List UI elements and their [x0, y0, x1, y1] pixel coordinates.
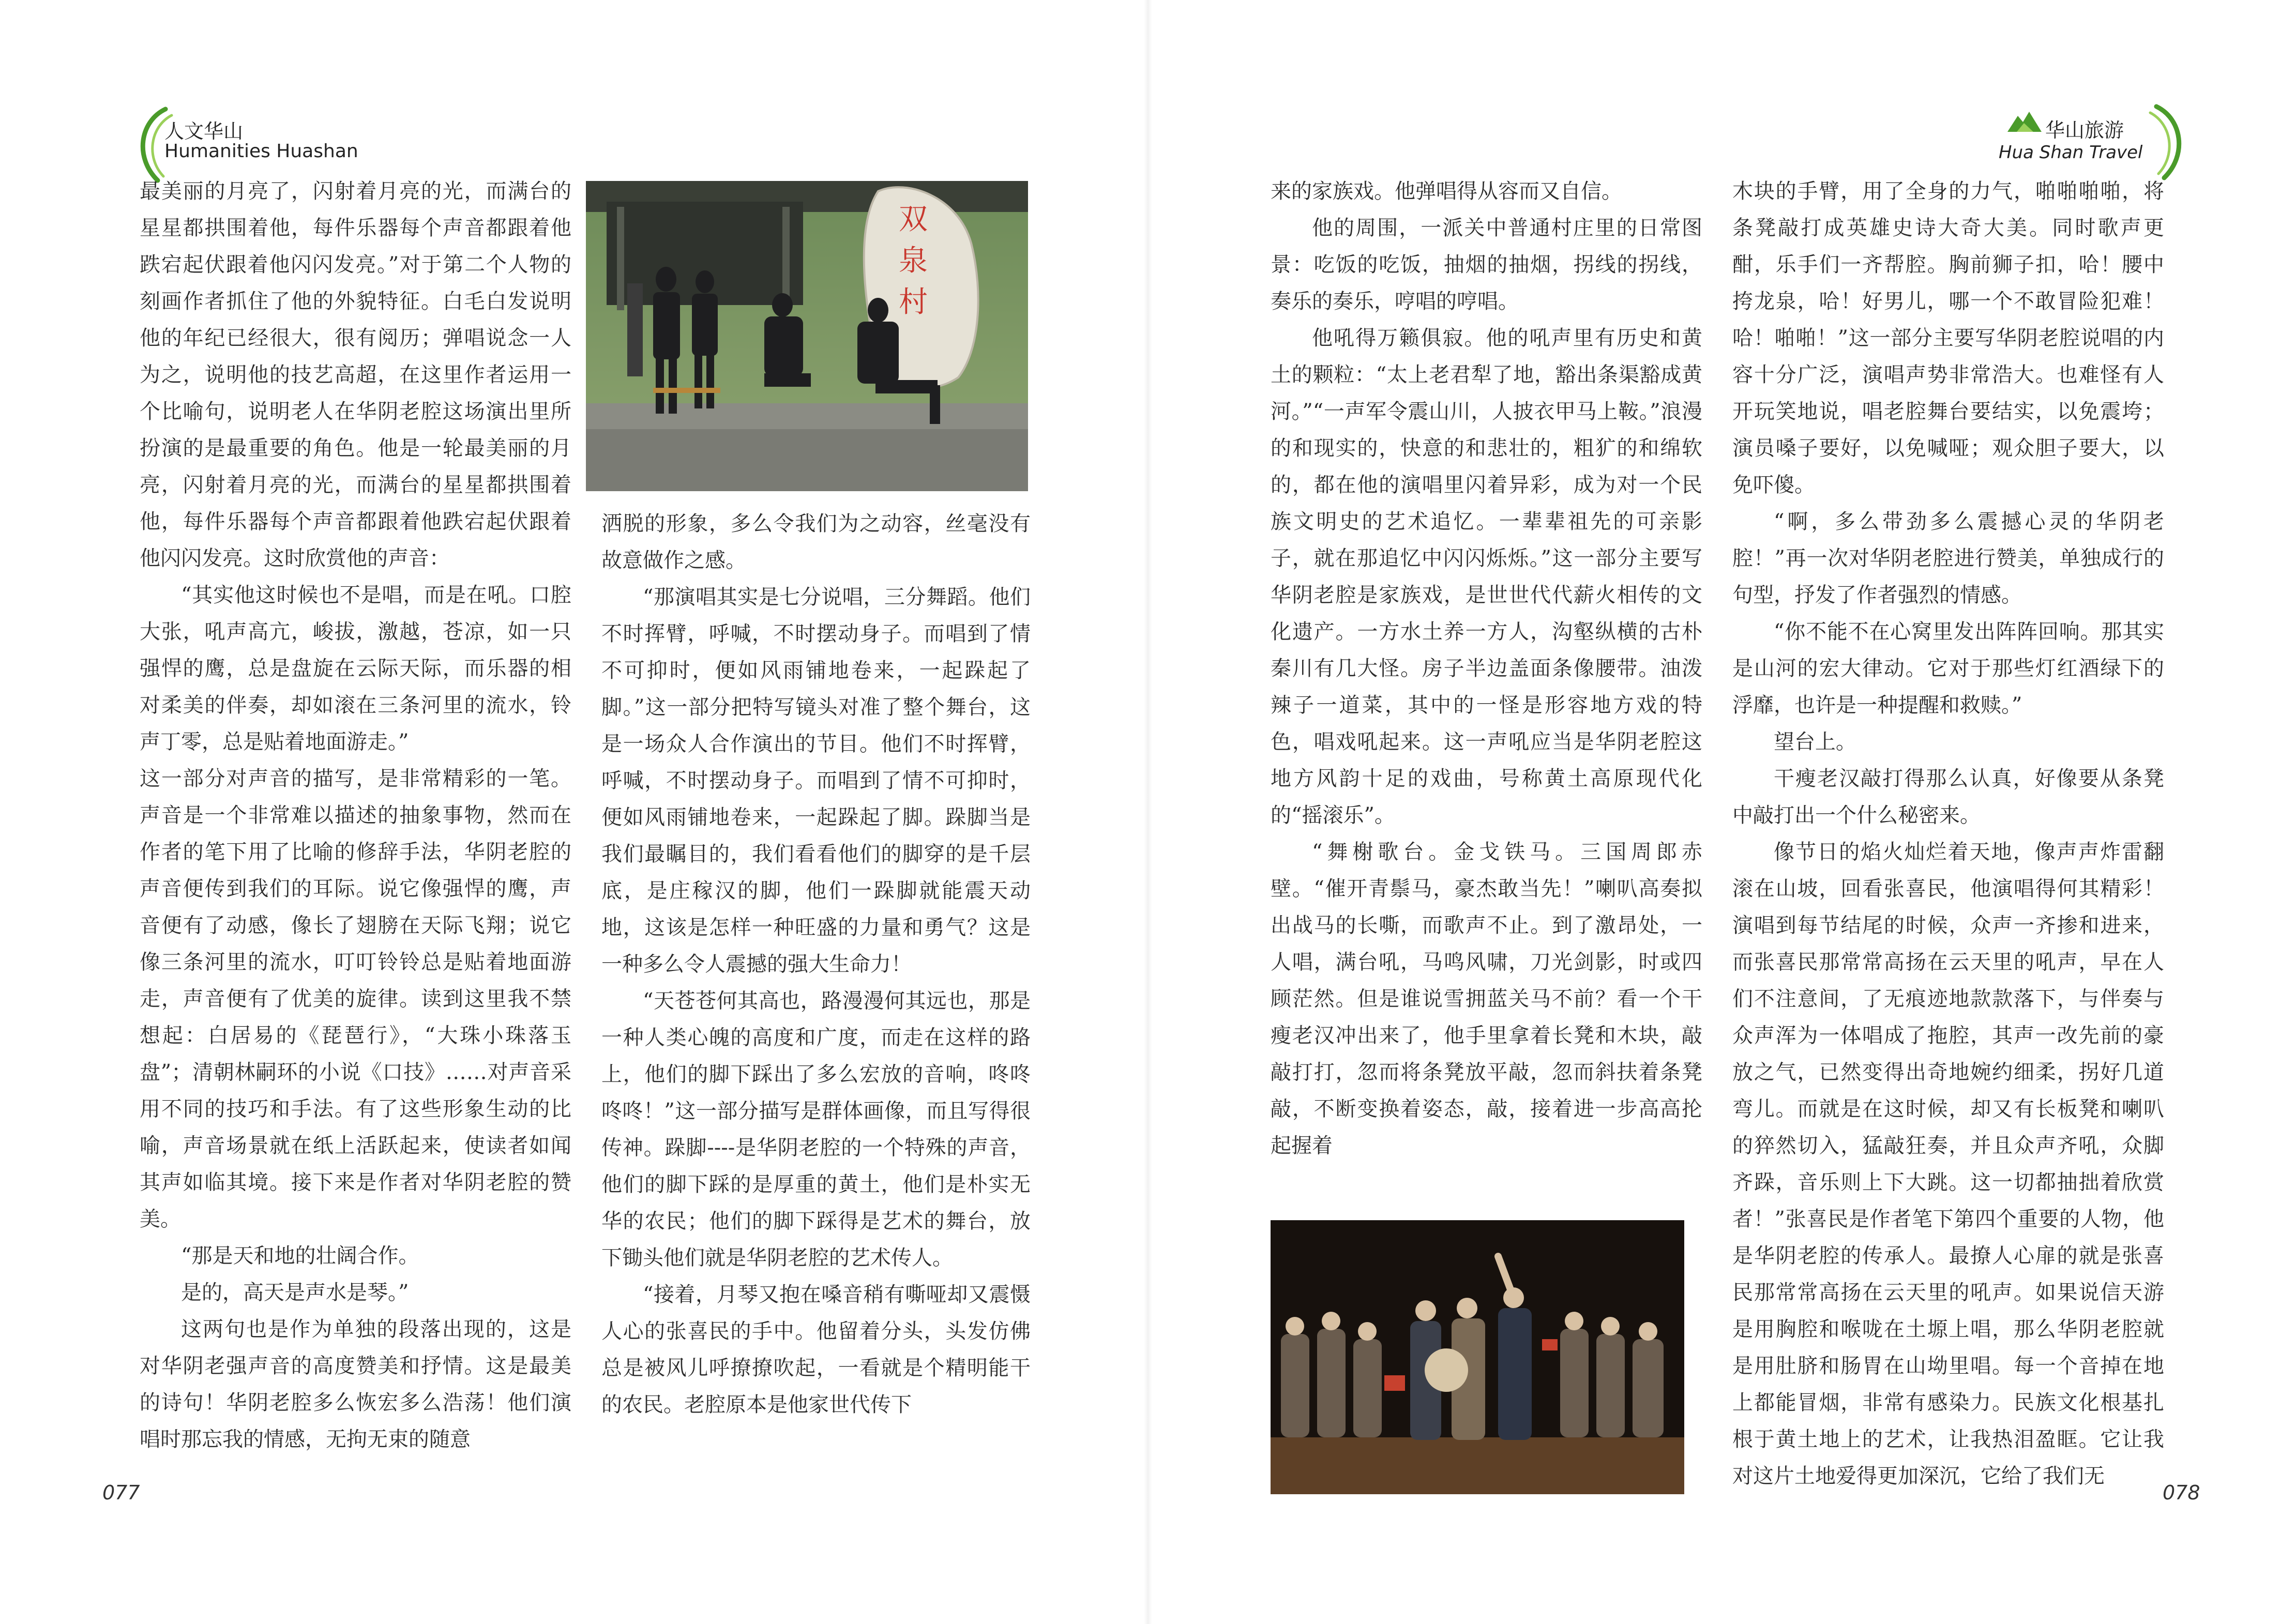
paragraph: 望台上。 [1774, 730, 1856, 754]
paragraph: 这一部分对声音的描写，是非常精彩的一笔。声音是一个非常难以描述的抽象事物，然而在作者的笔下用了比喻的修辞手法，华阴老腔的声音便传到我们的耳际。说它像强悍的鹰，声音便有了动感，像长了翅膀在天际飞翔；说它像三条河里的流水，叮叮铃铃总是贴着地面游走，声音便有了优美的旋律。读到这里我不禁想起：白居易的《琵琶行》，“大珠小珠落玉盘”；清朝林嗣环的小说《口技》……对声音采用不同的技巧和手法。有了这些形象生动的比喻，声音场景就在纸上活跃起来，使读者如闻其声如临其境。接下来是作者对华阴老腔的赞美。 [140, 767, 571, 1231]
page-number: 078 [2163, 1481, 2200, 1504]
text-column-2 [1732, 173, 2164, 1495]
stage-performance-photo [1271, 1220, 1684, 1494]
paragraph: 他吼得万籁俱寂。他的吼声里有历史和黄土的颗粒：“太上老君犁了地，豁出条渠豁成黄河。”“一声军令震山川，人披衣甲马上鞍。”浪漫的和现实的，快意的和悲壮的，粗犷的和绵软的，都在他的演唱里闪着异彩，成为对一个民族文明史的艺术追忆。一辈辈祖先的可亲影子，就在那追忆中闪闪烁烁。”这一部分主要写华阴老腔是家族戏，是世世代代薪火相传的文化遗产。一方水土养一方人，沟壑纵横的古朴秦川有几大怪。房子半边盖面条像腰带。油泼辣子一道菜，其中的一怪是形容地方戏的特色，唱戏吼起来。这一声吼应当是华阴老腔这地方风韵十足的戏曲，号称黄土高原现代化的“摇滚乐”。 [1271, 326, 1702, 827]
musicians-photo [586, 181, 1028, 491]
paragraph: “你不能不在心窝里发出阵阵回响。那其实是山河的宏大律动。它对于那些灯红酒绿下的浮靡，也许是一种提醒和救赎。” [1732, 620, 2164, 717]
paragraph: 他的周围，一派关中普通村庄里的日常图景：吃饭的吃饭，抽烟的抽烟，拐线的拐线，奏乐的奏乐，哼唱的哼唱。 [1271, 216, 1702, 313]
paragraph: 来的家族戏。他弹唱得从容而又自信。 [1271, 179, 1622, 203]
right-page [1148, 0, 2296, 1624]
paragraph: “那是天和地的壮阔合作。 [181, 1244, 419, 1268]
paragraph: 像节日的焰火灿烂着天地，像声声炸雷翻滚在山坡，回看张喜民，他演唱得何其精彩！演唱到每节结尾的时候，众声一齐掺和进来，而张喜民那常常高扬在云天里的吼声，早在人们不注意间，了无痕迹地款款落下，与伴奏与众声浑为一体唱成了拖腔，其声一改先前的豪放之气，已然变得出奇地婉约细柔，拐好几道弯儿。而就是在这时候，却又有长板凳和喇叭的猝然切入，猛敲狂奏，并且众声齐吼，众脚齐跺，音乐则上下大跳。这一切都抽拙着欣赏者！”张喜民是作者笔下第四个重要的人物，他是华阴老腔的传承人。最撩人心扉的就是张喜民那常常高扬在云天里的吼声。如果说信天游是用胸腔和喉咙在土塬上唱，那么华阴老腔就是用肚脐和肠胃在山坳里唱。每一个音掉在地上都能冒烟，非常有感染力。民族文化根基扎根于黄土地上的艺术，让我热泪盈眶。它让我对这片土地爱得更加深沉，它给了我们无 [1732, 840, 2164, 1488]
paragraph: “天苍苍何其高也，路漫漫何其远也，那是一种人类心魄的高度和广度，而走在这样的路上，他们的脚下踩出了多么宏放的音响，咚咚咚咚！”这一部分描写是群体画像，而且写得很传神。跺脚----是华阴老腔的一个特殊的声音，他们的脚下踩的是厚重的黄土，他们是朴实无华的农民；他们的脚下踩得是艺术的舞台，放下锄头他们就是华阴老腔的艺术传人。 [601, 989, 1031, 1270]
text-column-1 [1271, 173, 1702, 1164]
section-title-en: Humanities Huashan [164, 141, 358, 162]
section-title-cn: 华山旅游 [2045, 119, 2124, 142]
stage-performance-graphic [1271, 1220, 1684, 1494]
paragraph: 洒脱的形象，多么令我们为之动容，丝毫没有故意做作之感。 [601, 512, 1031, 572]
paragraph: “那演唱其实是七分说唱，三分舞蹈。他们不时挥臂，呼喊，不时摆动身子。而唱到了情不可抑时，便如风雨铺地卷来，一起跺起了脚。”这一部分把特写镜头对准了整个舞台，这是一场众人合作演出的节目。他们不时挥臂，呼喊，不时摆动身子。而唱到了情不可抑时，便如风雨铺地卷来，一起跺起了脚。跺脚当是我们最瞩目的，我们看看他们的脚穿的是千层底，是庄稼汉的脚，他们一跺脚就能震天动地，这该是怎样一种旺盛的力量和勇气？这是一种多么令人震撼的强大生命力！ [601, 585, 1031, 976]
section-title-cn: 人文华山 [164, 120, 244, 143]
musicians-photo-graphic [586, 181, 1028, 491]
text-column-2 [601, 506, 1031, 1423]
paragraph: 干瘦老汉敲打得那么认真，好像要从条凳中敲打出一个什么秘密来。 [1732, 767, 2164, 827]
paragraph: 木块的手臂，用了全身的力气，啪啪啪啪，将条凳敲打成英雄史诗大奇大美。同时歌声更酣，乐手们一齐帮腔。胸前狮子扣，哈！腰中挎龙泉，哈！好男儿，哪一个不敢冒险犯难！哈！啪啪！”这一部分主要写华阴老腔说唱的内容十分广泛，演唱声势非常浩大。也难怪有人开玩笑地说，唱老腔舞台要结实，以免震垮；演员嗓子要好，以免喊哑；观众胆子要大，以免吓傻。 [1732, 179, 2164, 497]
section-title-en: Hua Shan Travel [1999, 142, 2143, 163]
leaf-arc-ornament [2146, 103, 2193, 181]
mountain-logo [2006, 109, 2043, 137]
text-column-1 [140, 173, 571, 1458]
village-stone-text: 双泉村 [899, 203, 928, 319]
paragraph: 这两句也是作为单独的段落出现的，这是对华阴老强声音的高度赞美和抒情。这是最美的诗句！华阴老腔多么恢宏多么浩荡！他们演唱时那忘我的情感，无拘无束的随意 [140, 1317, 571, 1451]
paragraph: 是的，高天是声水是琴。” [181, 1281, 409, 1304]
paragraph: “啊，多么带劲多么震撼心灵的华阴老腔！”再一次对华阴老腔进行赞美，单独成行的句型，抒发了作者强烈的情感。 [1732, 510, 2164, 607]
paragraph: “接着，月琴又抱在嗓音稍有嘶哑却又震慑人心的张喜民的手中。他留着分头，头发仿佛总是被风儿呼撩撩吹起，一看就是个精明能干的农民。老腔原本是他家世代传下 [601, 1283, 1031, 1417]
paragraph: “其实他这时候也不是唱，而是在吼。口腔大张，吼声高亢，峻拔，激越，苍凉，如一只强悍的鹰，总是盘旋在云际天际，而乐器的相对柔美的伴奏，却如滚在三条河里的流水，铃声丁零，总是贴着地面游走。” [140, 583, 571, 754]
paragraph: 最美丽的月亮了，闪射着月亮的光，而满台的星星都拱围着他，每件乐器每个声音都跟着他跌宕起伏跟着他闪闪发亮。”对于第二个人物的刻画作者抓住了他的外貌特征。白毛白发说明他的年纪已经很大，很有阅历；弹唱说念一人为之，说明他的技艺高超，在这里作者运用一个比喻句，说明老人在华阴老腔这场演出里所扮演的是最重要的角色。他是一轮最美丽的月亮，闪射着月亮的光，而满台的星星都拱围着他，每件乐器每个声音都跟着他跌宕起伏跟着他闪闪发亮。这时欣赏他的声音： [140, 179, 571, 570]
page-number: 077 [102, 1481, 140, 1504]
paragraph: “舞榭歌台。金戈铁马。三国周郎赤壁。“催开青鬃马，豪杰敢当先！”喇叭高奏拟出战马的长嘶，而歌声不止。到了激昂处，一人唱，满台吼，马鸣风啸，刀光剑影，时或四顾茫然。但是谁说雪拥蓝关马不前？看一个干瘦老汉冲出来了，他手里拿着长凳和木块，敲敲打打，忽而将条凳放平敲，忽而斜扶着条凳敲，不断变换着姿态，敲，接着进一步高高抡起握着 [1271, 840, 1702, 1158]
